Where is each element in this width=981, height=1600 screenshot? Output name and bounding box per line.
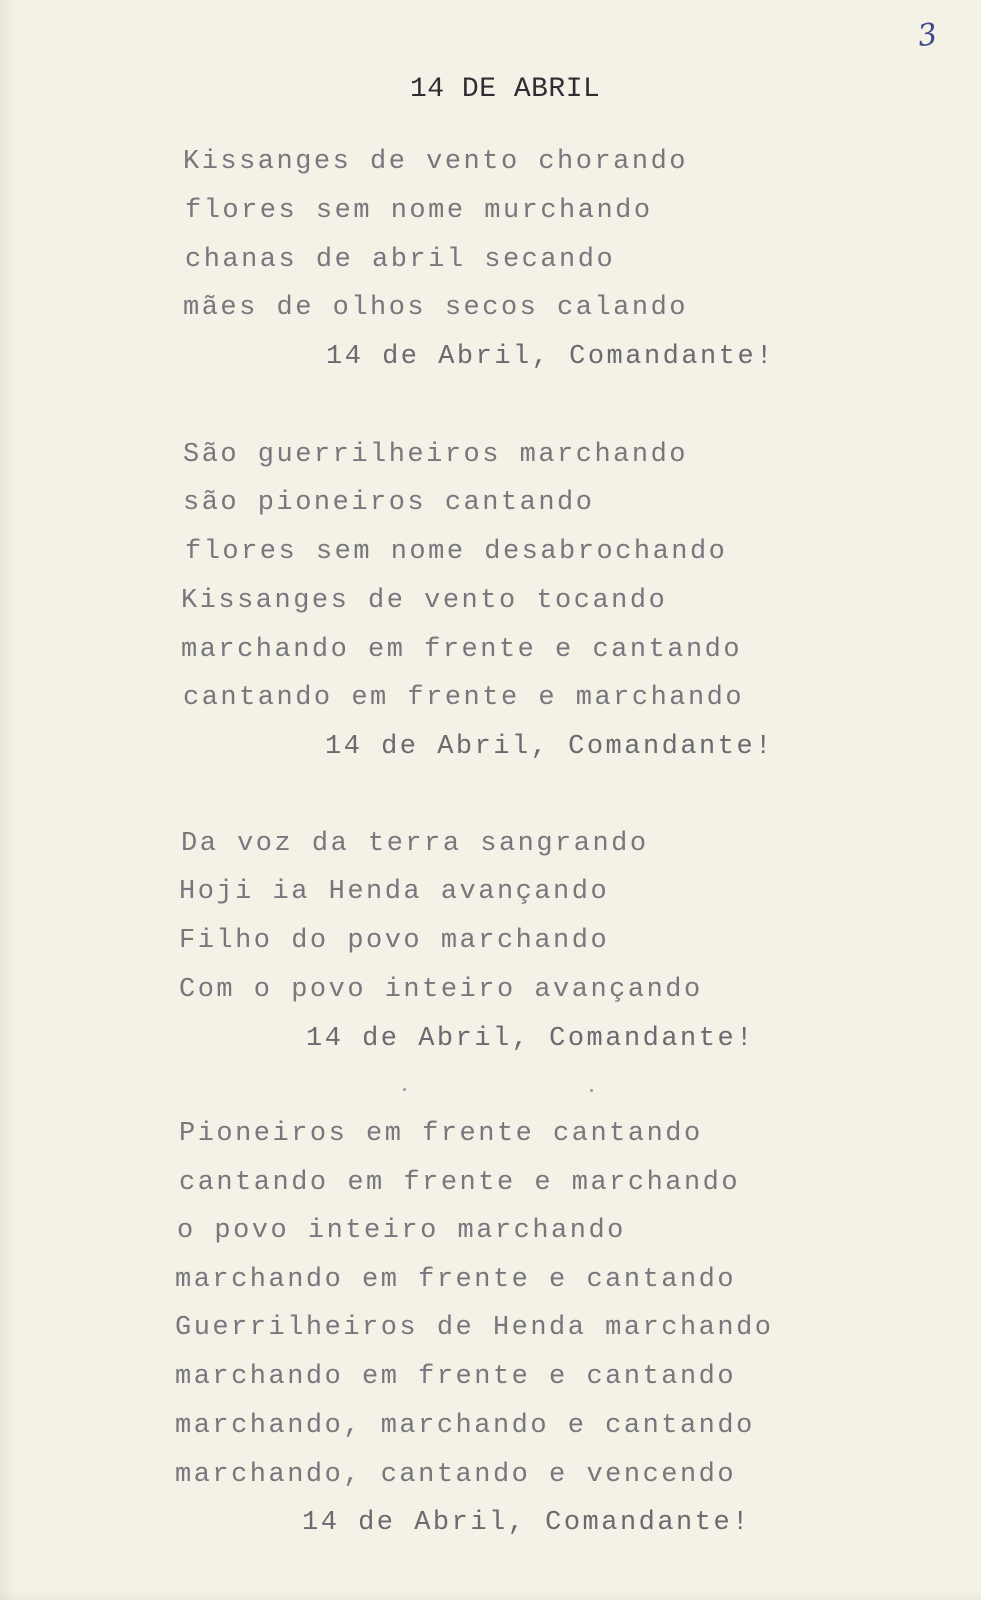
poem-line: mães de olhos secos calando xyxy=(183,293,688,323)
poem-line: Filho do povo marchando xyxy=(179,926,610,956)
poem-line: marchando em frente e cantando xyxy=(181,635,743,665)
poem-line: Kissanges de vento chorando xyxy=(183,147,688,177)
poem-refrain: 14 de Abril, Comandante! xyxy=(306,1024,755,1054)
poem-line: o povo inteiro marchando xyxy=(177,1216,626,1246)
poem-refrain: 14 de Abril, Comandante! xyxy=(325,732,774,762)
paper-speck xyxy=(403,1088,406,1091)
poem-line: flores sem nome desabrochando xyxy=(185,537,728,567)
handwritten-page-number: 3 xyxy=(915,16,940,55)
poem-line: cantando em frente e marchando xyxy=(179,1168,741,1198)
poem-line: são pioneiros cantando xyxy=(183,488,595,518)
poem-line: São guerrilheiros marchando xyxy=(183,440,688,470)
poem-line: marchando em frente e cantando xyxy=(175,1362,737,1392)
poem-title: 14 DE ABRIL xyxy=(410,74,601,105)
poem-line: marchando em frente e cantando xyxy=(175,1265,737,1295)
poem-line: flores sem nome murchando xyxy=(185,196,653,226)
poem-refrain: 14 de Abril, Comandante! xyxy=(302,1508,751,1538)
paper-speck xyxy=(590,1089,593,1092)
poem-line: chanas de abril secando xyxy=(185,245,616,275)
poem-line: Guerrilheiros de Henda marchando xyxy=(175,1313,774,1343)
poem-line: Kissanges de vento tocando xyxy=(181,586,668,616)
poem-line: Hoji ia Henda avançando xyxy=(179,877,610,907)
poem-line: Da voz da terra sangrando xyxy=(181,829,649,859)
poem-line: cantando em frente e marchando xyxy=(183,683,745,713)
poem-line: Pioneiros em frente cantando xyxy=(179,1119,703,1149)
poem-refrain: 14 de Abril, Comandante! xyxy=(326,342,775,372)
poem-line: marchando, cantando e vencendo xyxy=(175,1460,737,1490)
poem-line: Com o povo inteiro avançando xyxy=(179,975,703,1005)
poem-line: marchando, marchando e cantando xyxy=(175,1411,755,1441)
